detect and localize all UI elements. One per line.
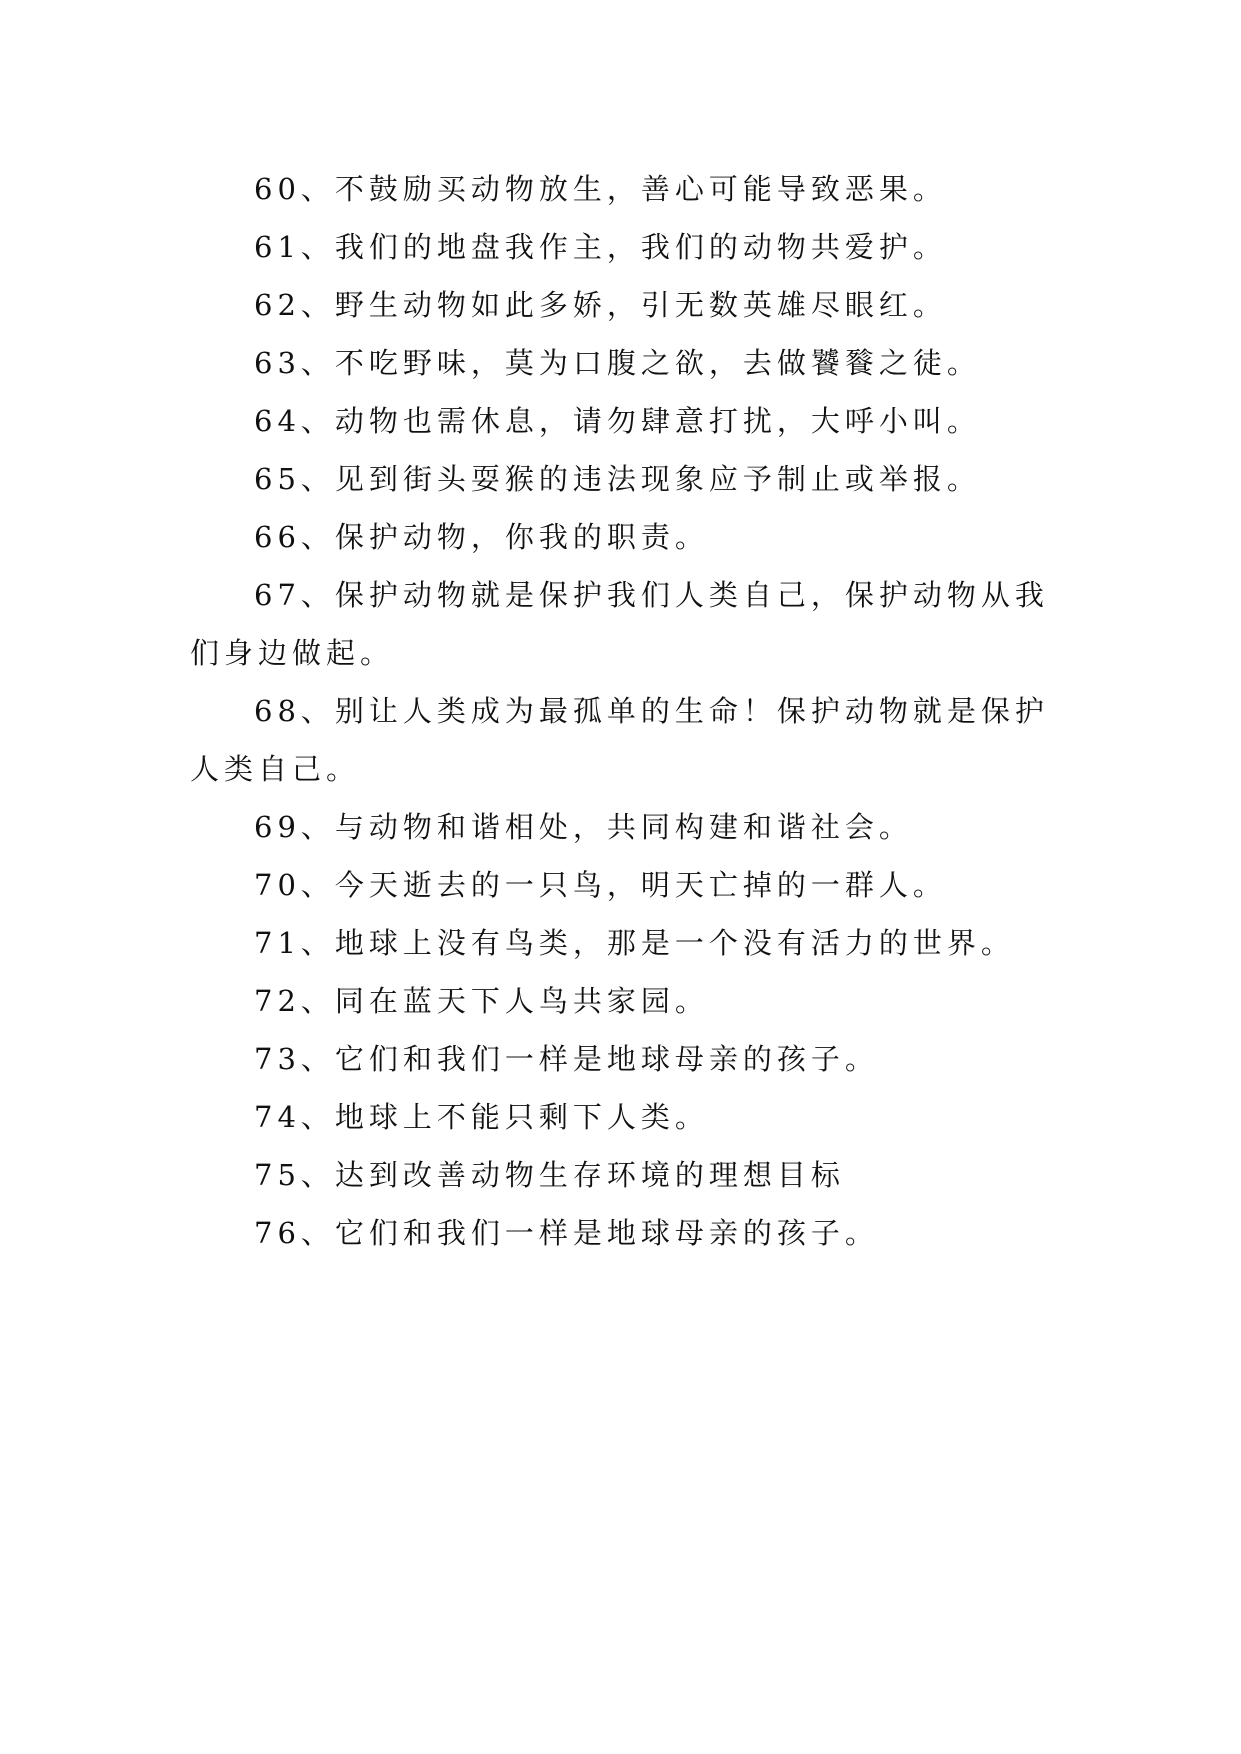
slogan-paragraph-64: 64、动物也需休息，请勿肆意打扰，大呼小叫。	[254, 404, 981, 438]
slogan-paragraph-69: 69、与动物和谐相处，共同构建和谐社会。	[254, 810, 913, 844]
slogan-paragraph-76: 76、它们和我们一样是地球母亲的孩子。	[254, 1216, 879, 1250]
slogan-paragraph-63: 63、不吃野味，莫为口腹之欲，去做饕餮之徒。	[254, 346, 981, 380]
slogan-paragraph-70: 70、今天逝去的一只鸟，明天亡掉的一群人。	[254, 868, 947, 902]
slogan-paragraph-75: 75、达到改善动物生存环境的理想目标	[254, 1158, 845, 1192]
slogan-paragraph-62: 62、野生动物如此多娇，引无数英雄尽眼红。	[254, 288, 947, 322]
slogan-paragraph-66: 66、保护动物，你我的职责。	[254, 520, 709, 554]
slogan-paragraph-73: 73、它们和我们一样是地球母亲的孩子。	[254, 1042, 879, 1076]
slogan-paragraph-74: 74、地球上不能只剩下人类。	[254, 1100, 709, 1134]
slogan-paragraph-71: 71、地球上没有鸟类，那是一个没有活力的世界。	[254, 926, 1015, 960]
slogan-paragraph-60: 60、不鼓励买动物放生，善心可能导致恶果。	[254, 172, 947, 206]
slogan-paragraph-61: 61、我们的地盘我作主，我们的动物共爱护。	[254, 230, 947, 264]
slogan-paragraph-67: 67、保护动物就是保护我们人类自己，保护动物从我们身边做起。	[190, 578, 1049, 670]
slogan-paragraph-68: 68、别让人类成为最孤单的生命！保护动物就是保护人类自己。	[190, 694, 1049, 786]
document-body	[190, 160, 1050, 1262]
slogan-paragraph-65: 65、见到街头耍猴的违法现象应予制止或举报。	[254, 462, 981, 496]
slogan-paragraph-72: 72、同在蓝天下人鸟共家园。	[254, 984, 709, 1018]
